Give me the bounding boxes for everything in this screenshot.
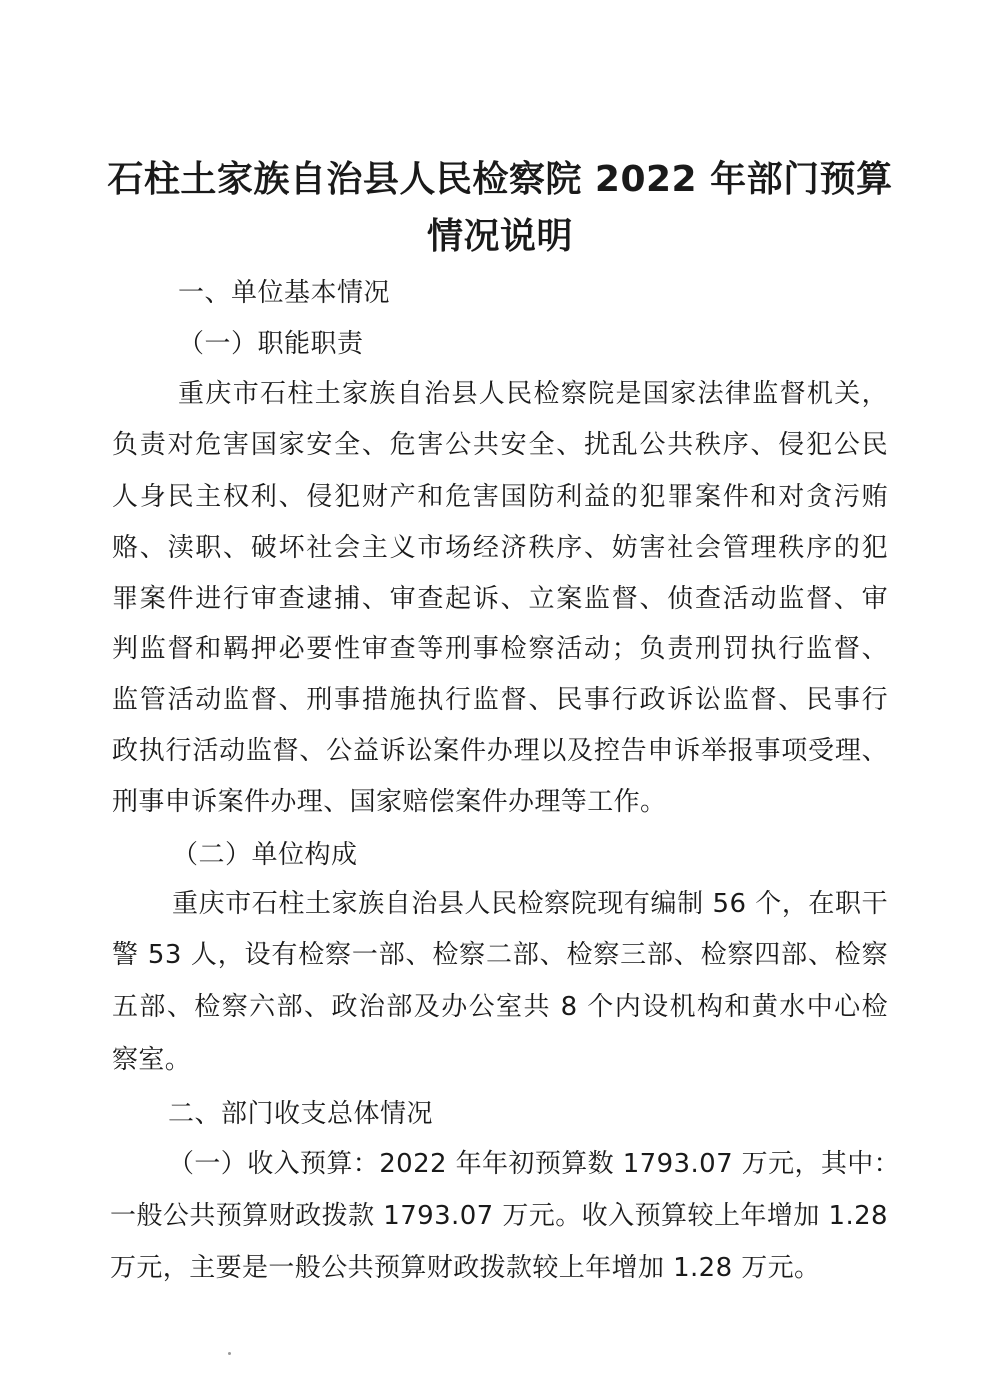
paragraph-line: 刑事申诉案件办理、国家赔偿案件办理等工作。	[112, 787, 667, 817]
section-2-heading: 二、部门收支总体情况	[168, 1099, 434, 1129]
paragraph-line: 万元，主要是一般公共预算财政拨款较上年增加 1.28 万元。	[110, 1253, 821, 1283]
scan-speck	[228, 1352, 231, 1355]
paragraph-line: 一般公共预算财政拨款 1793.07 万元。收入预算较上年增加 1.28	[110, 1201, 888, 1231]
document-title-line-2: 情况说明	[426, 216, 573, 257]
section-1-heading: 一、单位基本情况	[178, 278, 391, 308]
paragraph-line: 人身民主权利、侵犯财产和危害国防利益的犯罪案件和对贪污贿	[112, 482, 888, 512]
paragraph-line: 罪案件进行审查逮捕、审查起诉、立案监督、侦查活动监督、审	[112, 584, 888, 614]
paragraph-line: 赂、渎职、破坏社会主义市场经济秩序、妨害社会管理秩序的犯	[112, 533, 888, 563]
subsection-2-heading: （二）单位构成	[172, 840, 358, 870]
paragraph-line: 察室。	[112, 1045, 192, 1075]
paragraph-line: 重庆市石柱土家族自治县人民检察院现有编制 56 个，在职干	[172, 889, 888, 919]
paragraph-line: 负责对危害国家安全、危害公共安全、扰乱公共秩序、侵犯公民	[112, 430, 888, 460]
document-title-line-1: 石柱土家族自治县人民检察院 2022 年部门预算	[107, 159, 893, 200]
paragraph-line: 判监督和羁押必要性审查等刑事检察活动；负责刑罚执行监督、	[112, 634, 888, 664]
subsection-1-heading: （一）职能职责	[178, 329, 364, 359]
paragraph-line: 重庆市石柱土家族自治县人民检察院是国家法律监督机关，	[178, 379, 888, 409]
paragraph-line: （一）收入预算：2022 年年初预算数 1793.07 万元，其中：	[168, 1149, 901, 1179]
paragraph-line: 政执行活动监督、公益诉讼案件办理以及控告申诉举报事项受理、	[112, 736, 888, 766]
paragraph-line: 监管活动监督、刑事措施执行监督、民事行政诉讼监督、民事行	[112, 685, 888, 715]
paragraph-line: 五部、检察六部、政治部及办公室共 8 个内设机构和黄水中心检	[112, 992, 888, 1022]
paragraph-line: 警 53 人，设有检察一部、检察二部、检察三部、检察四部、检察	[112, 940, 888, 970]
